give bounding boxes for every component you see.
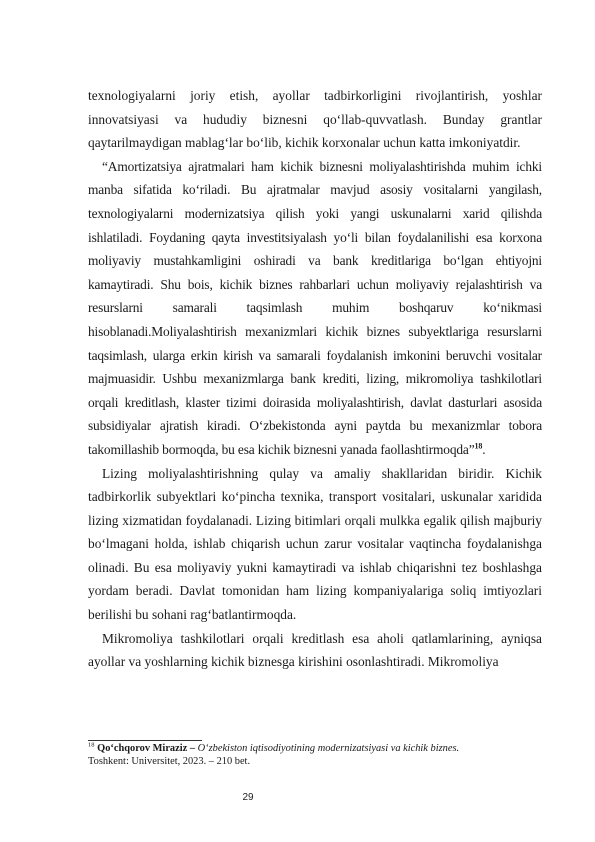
body-text	[88, 84, 542, 674]
paragraph-microfinance: Mikromoliya tashkilotlari orqali kreditlash esa aholi qatlamlarining, ayniqsa ayollar va yoshlarning kichik biznesga kirishini osonlashtiradi. Mikromoliya	[88, 630, 542, 670]
quote-text: “Amortizatsiya ajratmalari ham kichik biznesni moliyalashtirishda muhim ichki manba sifatida ko‘riladi. Bu ajratmalar mavjud asosiy vositalarni yangilash, texnologiyalarni modernizatsiya qilish yoki yangi uskunalarni xarid qilishda ishlatiladi. Foydaning qayta investitsiyalash yo‘li bilan foydalanilishi esa korxona moliyaviy mustahkamligini oshiradi va bank kreditlariga bo‘lgan ehtiyojni kamaytiradi. Shu bois, kichik biznes rahbarlari uchun moliyaviy rejalashtirish va resurslarni samarali taqsimlash muhim boshqaruv ko‘nikmasi hisoblanadi.Moliyalashtirish mexanizmlari kichik biznes subyektlariga resurslarni taqsimlash, ularga erkin kirish va samarali foydalanish imkonini beruvchi vositalar majmuasidir. Ushbu mexanizmlarga bank krediti, lizing, mikromoliya tashkilotlari orqali kreditlash, klaster tizimi doirasida moliyalashtirish, davlat dasturlari asosida subsidiyalar ajratish kiradi. O‘zbekistonda ayni paytda bu mexanizmlar tobora takomillashib bormoqda, bu esa kichik biznesni yanada faollashtirmoqda”	[88, 158, 542, 457]
footnote-author: Qo‘chqorov Miraziz –	[97, 743, 196, 754]
paragraph-grants-continued: texnologiyalarni joriy etish, ayollar tadbirkorligini rivojlantirish, yoshlar innovatsiyasi va hududiy biznesni qo‘llab-quvvatlash. Bunday grantlar qaytarilmaydigan mablag‘lar bo‘lib, kichik korxonalar uchun katta imkoniyatdir.	[88, 88, 542, 151]
paragraph-leasing: Lizing moliyalashtirishning qulay va amaliy shakllaridan biridir. Kichik tadbirkorlik subyektlari ko‘pincha texnika, transport vositalari, uskunalar xaridida lizing xizmatidan foydalanadi. Lizing bitimlari orqali mulkka egalik qilish majburiy bo‘lmagani holda, ishlab chiqarish uchun zarur vositalar vaqtincha foydalanishga olinadi. Bu esa moliyaviy yukni kamaytiradi va ishlab chiqarishni tez boshlashga yordam beradi. Davlat tomonidan ham lizing kompaniyalariga soliq imtiyozlari berilishi bu sohani rag‘batlantirmoqda.	[88, 465, 542, 623]
paragraph-amortization-quote	[88, 155, 542, 462]
page-number: 29	[242, 792, 254, 803]
footnote-title: O‘zbekiston iqtisodiyotining modernizatsiyasi va kichik biznes.	[195, 743, 460, 754]
footnote-separator	[88, 740, 202, 741]
footnote-publisher: Toshkent: Universitet, 2023. – 210 bet.	[88, 756, 251, 767]
footnote-number: 18	[88, 741, 95, 749]
footnote-reference[interactable]: 18	[474, 441, 483, 451]
footnote	[88, 742, 542, 768]
quote-end-period: .	[482, 441, 486, 457]
